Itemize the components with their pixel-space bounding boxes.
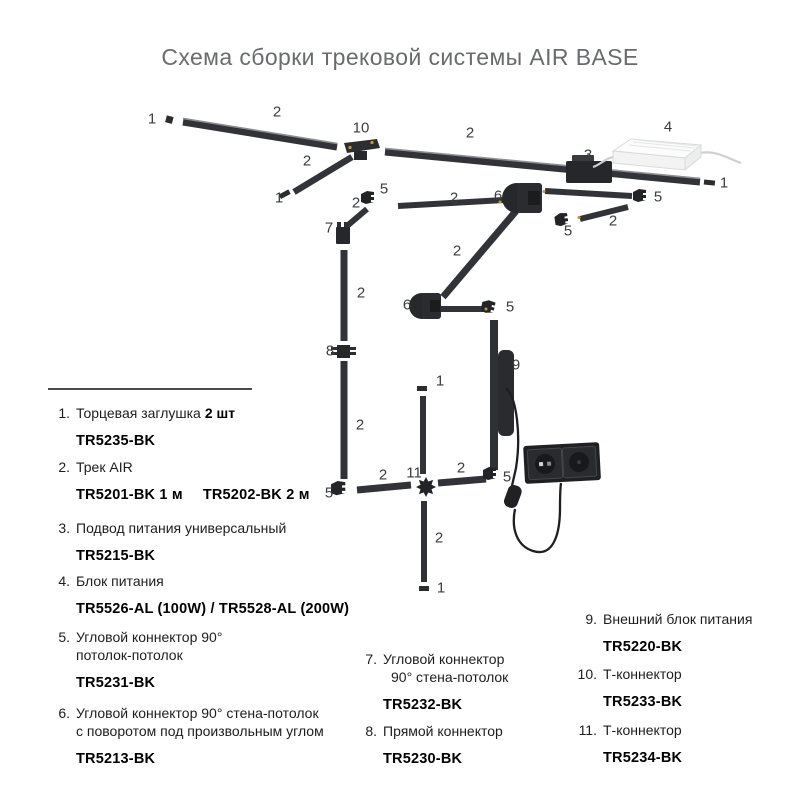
part-code: TR5233-BK	[603, 694, 683, 710]
legend-item-number: 10.	[577, 666, 597, 682]
legend-item-body	[76, 628, 222, 692]
corner-connector-icon	[361, 191, 374, 204]
part-code: TR5234-BK	[603, 750, 683, 766]
legend-item-number: 6.	[58, 705, 70, 721]
legend-item-body	[76, 519, 286, 565]
part-number-label-external-psu: 9	[511, 356, 521, 374]
swivel-connector-6-icon	[409, 293, 441, 319]
part-number-label-t-connector: 11	[406, 464, 422, 482]
part-code: TR5213-BK	[76, 751, 156, 767]
part-name: Блок питания	[76, 573, 164, 589]
power-supply-4-icon	[593, 139, 741, 170]
part-name: Угловой коннектор 90° стена-потолок	[76, 705, 319, 721]
legend-item-number: 7.	[365, 651, 377, 667]
part-name-line2: 90° стена-потолок	[391, 669, 509, 685]
legend-item-1	[56, 404, 235, 450]
legend-item-7	[363, 650, 508, 714]
part-name: Трек AIR	[76, 459, 133, 475]
legend-item-3	[56, 519, 286, 565]
part-number-label-track: 2	[449, 189, 459, 207]
legend-item-10	[573, 665, 682, 711]
part-code: TR5235-BK	[76, 433, 156, 449]
part-name: Внешний блок питания	[603, 611, 753, 627]
part-number-label-end-cap: 1	[147, 110, 157, 128]
part-name-line2: с поворотом под произвольным углом	[76, 723, 324, 739]
part-number-label-corner-connector: 5	[379, 180, 389, 198]
part-number-label-corner-connector: 5	[502, 468, 512, 486]
part-number-label-track: 2	[434, 529, 444, 547]
legend-item-number: 5.	[58, 629, 70, 645]
part-qty: 2 шт	[204, 405, 236, 421]
part-number-label-track: 2	[302, 152, 312, 170]
part-name: Прямой коннектор	[383, 723, 503, 739]
part-number-label-track: 2	[465, 124, 475, 142]
part-number-label-track: 2	[456, 459, 466, 477]
wall-track-bottom-right	[438, 479, 486, 483]
track-short-wall	[347, 209, 367, 226]
part-number-label-corner-connector: 5	[324, 484, 334, 502]
legend-item-body	[603, 665, 682, 711]
part-number-label-wall-ceiling-connector: 7	[324, 219, 334, 237]
legend-item-body	[603, 721, 682, 767]
legend-item-number: 11.	[578, 722, 597, 738]
part-number-label-track: 2	[351, 194, 361, 212]
part-number-label-power-feed: 3	[583, 146, 593, 164]
part-number-label-track: 2	[378, 466, 388, 484]
legend-item-4	[56, 572, 349, 618]
part-number-label-power-supply: 4	[663, 118, 673, 136]
corner-connector-icon	[483, 467, 496, 480]
part-code: TR5220-BK	[603, 639, 683, 655]
part-number-label-straight-connector: 8	[325, 342, 335, 360]
swivel-track-diagonal	[443, 211, 516, 297]
end-cap-icon	[165, 115, 174, 124]
page-title: Схема сборки трековой системы AIR BASE	[161, 44, 639, 70]
part-number-label-t-connector: 10	[352, 119, 370, 137]
wall-ceiling-connector-7-icon	[336, 222, 350, 244]
wall-socket-icon	[523, 442, 601, 484]
highlight-left	[183, 118, 337, 143]
straight-connector-8-icon	[331, 345, 356, 358]
external-psu-9-icon	[498, 350, 514, 436]
part-name: Угловой коннектор 90°	[76, 629, 223, 645]
legend-item-number: 3.	[58, 520, 70, 536]
legend-item-number: 9.	[585, 611, 597, 627]
end-cap-icon	[279, 189, 291, 199]
part-name: Т-коннектор	[603, 666, 682, 682]
part-number-label-end-cap: 1	[719, 174, 729, 192]
corner-connector-icon	[331, 481, 345, 495]
part-name: Угловой коннектор	[383, 651, 505, 667]
legend-item-number: 1.	[58, 405, 70, 421]
part-number-label-corner-connector: 5	[653, 188, 663, 206]
end-cap-icon	[419, 586, 429, 591]
track-diagonal-from-t	[294, 157, 352, 192]
part-name-line2: потолок-потолок	[76, 647, 183, 663]
part-number-label-track: 2	[356, 284, 366, 302]
legend-item-body	[383, 722, 503, 768]
part-code-2: TR5202-BK 2 м	[202, 487, 310, 503]
cord-switch-icon	[502, 483, 523, 509]
part-name: Торцевая заглушка	[76, 405, 201, 421]
part-number-label-corner-connector: 5	[563, 222, 573, 240]
end-cap-icon	[704, 179, 715, 185]
part-number-label-end-cap: 1	[435, 372, 445, 390]
corner-connector-icon	[554, 212, 569, 227]
part-number-label-swivel-connector: 6	[402, 296, 412, 314]
corner-connector-icon	[480, 299, 495, 314]
legend-item-number: 8.	[365, 723, 377, 739]
part-number-label-end-cap: 1	[274, 189, 284, 207]
legend-item-number: 4.	[58, 573, 70, 589]
legend-item-11	[573, 721, 682, 767]
track-segments	[183, 119, 700, 582]
part-number-label-track: 2	[355, 416, 365, 434]
part-code: TR5230-BK	[383, 751, 463, 767]
part-number-label-corner-connector: 5	[505, 298, 515, 316]
part-number-label-swivel-connector: 6	[493, 187, 503, 205]
ceiling-track-right2	[545, 191, 632, 196]
legend-item-body	[383, 650, 508, 714]
legend-divider-line	[48, 388, 252, 390]
part-number-label-end-cap: 1	[436, 579, 446, 597]
part-code: TR5526-AL (100W) / TR5528-AL (200W)	[76, 601, 350, 617]
legend-item-body	[76, 572, 349, 618]
part-code: TR5215-BK	[76, 548, 156, 564]
legend-item-9	[573, 610, 752, 656]
legend-item-6	[56, 704, 324, 768]
part-code: TR5232-BK	[383, 697, 463, 713]
legend-item-body	[76, 404, 235, 450]
legend-item-8	[363, 722, 503, 768]
legend-item-number: 2.	[58, 459, 70, 475]
t-connector-11-icon	[416, 477, 436, 497]
legend-item-body	[603, 610, 752, 656]
part-number-label-track: 2	[272, 103, 282, 121]
legend-item-2	[56, 458, 310, 504]
legend-item-5	[56, 628, 222, 692]
legend-item-body	[76, 458, 310, 504]
legend-item-body	[76, 704, 324, 768]
ceiling-track-diag-small	[580, 207, 628, 219]
part-name: Т-коннектор	[603, 722, 682, 738]
swivel-connector-6-icon	[502, 183, 542, 213]
part-code: TR5201-BK 1 м	[76, 487, 183, 503]
ceiling-track-left	[183, 122, 337, 147]
end-cap-icon	[417, 386, 427, 391]
part-number-label-track: 2	[452, 242, 462, 260]
corner-connector-icon	[633, 189, 646, 202]
part-code: TR5231-BK	[76, 675, 156, 691]
part-number-label-track: 2	[608, 212, 618, 230]
part-name: Подвод питания универсальный	[76, 520, 287, 536]
wall-track-bottom-left	[357, 485, 411, 490]
ceiling-track-mid	[398, 200, 504, 206]
